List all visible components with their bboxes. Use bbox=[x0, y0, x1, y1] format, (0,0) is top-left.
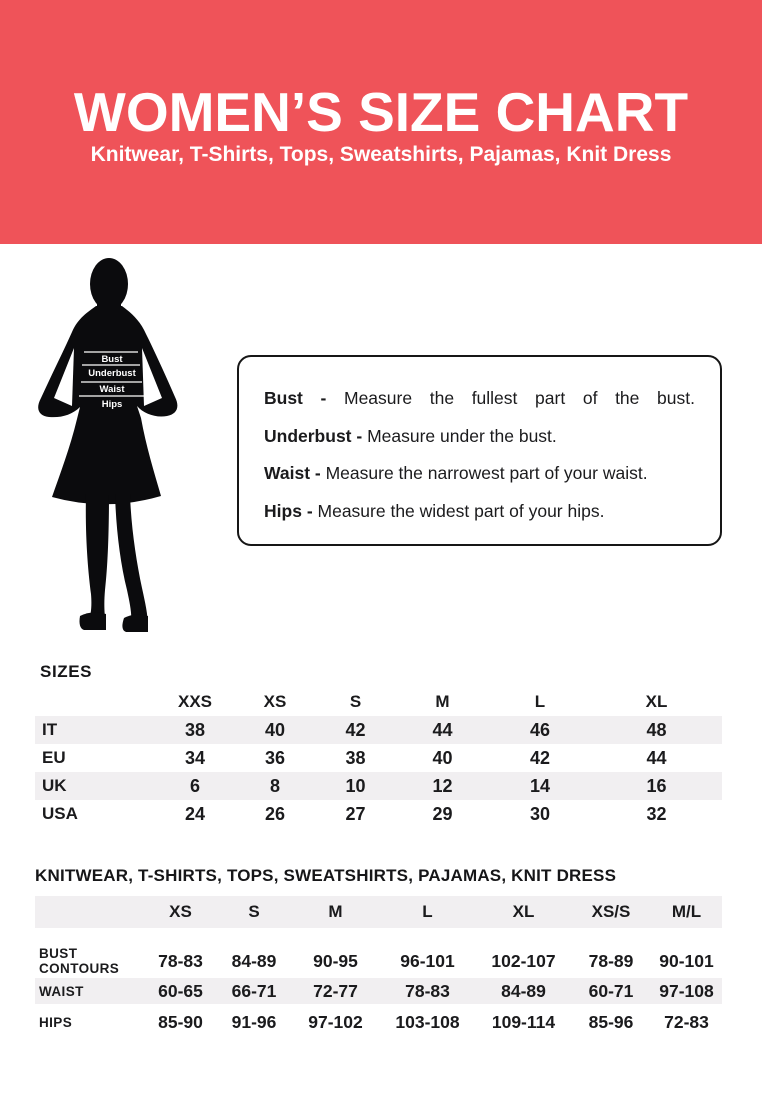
size-value: 16 bbox=[591, 772, 722, 800]
range-value: 72-77 bbox=[292, 978, 379, 1004]
size-col-header: XL bbox=[476, 896, 571, 928]
table-row-eu bbox=[35, 744, 722, 772]
row-label: IT bbox=[35, 716, 155, 744]
size-value: 27 bbox=[345, 803, 366, 824]
size-col-header: M bbox=[292, 896, 379, 928]
range-value: 60-71 bbox=[571, 978, 651, 1004]
size-value: 12 bbox=[396, 772, 489, 800]
size-value: 34 bbox=[184, 747, 206, 768]
row-label: WAIST bbox=[35, 978, 145, 1004]
table-row-waist bbox=[35, 978, 722, 1004]
row-label: USA bbox=[42, 804, 78, 823]
size-value: 38 bbox=[155, 716, 235, 744]
sizes-header-row bbox=[35, 688, 722, 716]
guide-definition: Measure the narrowest part of your waist. bbox=[325, 463, 648, 483]
size-value: 24 bbox=[184, 803, 206, 824]
page-title: WOMEN’S SIZE CHART bbox=[73, 81, 689, 143]
range-value: 72-83 bbox=[664, 1012, 709, 1032]
woman-silhouette-icon bbox=[30, 256, 220, 636]
range-value: 90-101 bbox=[659, 950, 714, 971]
range-value: 109-114 bbox=[491, 1012, 556, 1032]
size-value: 36 bbox=[264, 747, 286, 768]
size-value: 42 bbox=[315, 716, 396, 744]
size-col-header: S bbox=[216, 896, 292, 928]
row-label: UK bbox=[35, 772, 155, 800]
size-value: 40 bbox=[235, 716, 315, 744]
sizes-table-title: SIZES bbox=[40, 662, 93, 681]
table-row-uk bbox=[35, 772, 722, 800]
size-value: 8 bbox=[235, 772, 315, 800]
guide-separator: - bbox=[306, 500, 313, 521]
guide-line-underbust bbox=[264, 418, 695, 456]
figure-label-underbust: Underbust bbox=[88, 368, 136, 379]
guide-definition: Measure under the bust. bbox=[367, 425, 557, 446]
garment-table-title: KNITWEAR, T-SHIRTS, TOPS, SWEATSHIRTS, PAJAMAS, KNIT DRESS bbox=[35, 866, 617, 885]
row-label: BUST CONTOURS bbox=[39, 946, 120, 976]
range-value: 78-83 bbox=[158, 950, 203, 971]
size-value: 44 bbox=[396, 716, 489, 744]
size-value: 38 bbox=[345, 747, 366, 768]
size-col-header: M/L bbox=[651, 896, 722, 928]
guide-separator: - bbox=[356, 425, 363, 446]
figure-label-hips: Hips bbox=[101, 399, 123, 410]
garment-table bbox=[35, 896, 722, 1041]
size-col-header: XS bbox=[263, 692, 287, 711]
size-value: 6 bbox=[155, 772, 235, 800]
size-value: 26 bbox=[264, 803, 286, 824]
size-value: 42 bbox=[529, 747, 551, 768]
range-value: 78-89 bbox=[588, 950, 634, 971]
range-value: 96-101 bbox=[400, 950, 455, 971]
size-col-header: L bbox=[379, 896, 476, 928]
table-row-usa bbox=[35, 800, 722, 828]
size-col-header: XL bbox=[645, 692, 668, 711]
table-row-it bbox=[35, 716, 722, 744]
size-value: 14 bbox=[489, 772, 591, 800]
range-value: 60-65 bbox=[145, 978, 216, 1004]
corner-cell bbox=[35, 896, 145, 928]
size-value: 48 bbox=[591, 716, 722, 744]
range-value: 84-89 bbox=[231, 950, 277, 971]
guide-definition: Measure the widest part of your hips. bbox=[317, 500, 605, 521]
range-value: 102-107 bbox=[491, 950, 556, 971]
size-col-header: XS/S bbox=[571, 896, 651, 928]
guide-term: Waist bbox=[264, 463, 311, 483]
guide-term: Underbust bbox=[264, 425, 352, 446]
range-value: 85-90 bbox=[158, 1012, 203, 1032]
row-label: HIPS bbox=[39, 1015, 73, 1030]
size-value: 46 bbox=[489, 716, 591, 744]
range-value: 97-102 bbox=[308, 1012, 363, 1032]
guide-separator: - bbox=[320, 388, 327, 408]
sizes-table bbox=[35, 688, 722, 828]
size-value: 40 bbox=[432, 747, 453, 768]
size-col-header: L bbox=[534, 692, 546, 711]
figure-label-waist: Waist bbox=[99, 384, 125, 395]
range-value: 66-71 bbox=[216, 978, 292, 1004]
spacer-row bbox=[35, 928, 722, 944]
corner-cell bbox=[35, 688, 155, 716]
row-label: EU bbox=[42, 748, 66, 767]
guide-term: Bust bbox=[264, 388, 303, 408]
size-value: 32 bbox=[646, 803, 667, 824]
figure-label-bust: Bust bbox=[101, 354, 123, 365]
range-value: 78-83 bbox=[379, 978, 476, 1004]
size-col-header: S bbox=[349, 692, 362, 711]
guide-separator: - bbox=[314, 463, 321, 483]
range-value: 84-89 bbox=[476, 978, 571, 1004]
page-subtitle: Knitwear, T-Shirts, Tops, Sweatshirts, Pajamas, Knit Dress bbox=[90, 143, 672, 166]
guide-line-waist bbox=[264, 455, 695, 493]
garment-header-row bbox=[35, 896, 722, 928]
guide-line-hips bbox=[264, 493, 695, 531]
range-value: 91-96 bbox=[231, 1012, 277, 1032]
guide-term: Hips bbox=[264, 500, 302, 521]
guide-definition: Measure the fullest part of the bust. bbox=[344, 388, 695, 408]
size-col-header: XS bbox=[145, 896, 216, 928]
size-value: 29 bbox=[432, 803, 453, 824]
range-value: 97-108 bbox=[651, 978, 722, 1004]
range-value: 90-95 bbox=[313, 950, 358, 971]
table-row-hips bbox=[35, 1004, 722, 1041]
measurement-figure bbox=[30, 256, 220, 636]
range-value: 103-108 bbox=[395, 1012, 460, 1032]
size-value: 30 bbox=[529, 803, 551, 824]
size-col-header: M bbox=[435, 692, 450, 711]
size-value: 10 bbox=[315, 772, 396, 800]
measurement-guide-box bbox=[237, 355, 722, 546]
size-value: 44 bbox=[646, 747, 667, 768]
guide-line-bust bbox=[264, 380, 695, 418]
size-col-header: XXS bbox=[177, 692, 213, 711]
range-value: 85-96 bbox=[588, 1012, 634, 1032]
table-row-bust-contours bbox=[35, 944, 722, 978]
hero-banner bbox=[0, 0, 762, 244]
